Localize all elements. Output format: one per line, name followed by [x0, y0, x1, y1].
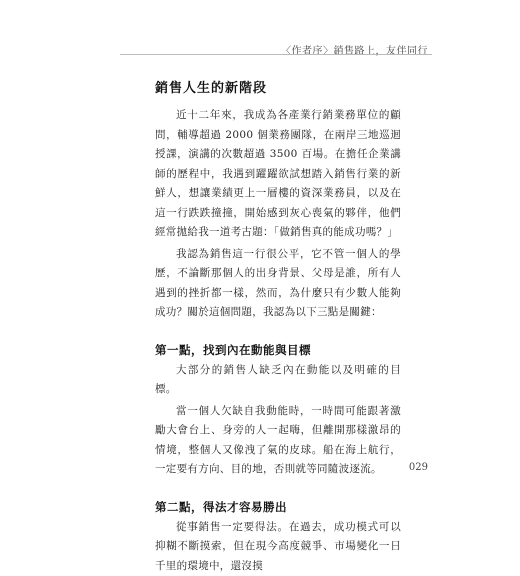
running-header: 〈作者序〉銷售路上，友伴同行 [281, 42, 428, 57]
page-number: 029 [409, 462, 428, 473]
intro-paragraph-1: 近十二年來，我成為各產業行銷業務單位的顧問，輔導超過 2000 個業務團隊，在兩岸三地巡迴授課，演講的次數超過 3500 百場。在擔任企業講師的歷程中，我遇到躍躍欲試想踏入銷售行業的新鮮人，想讓業績更上一層樓的資深業務員，以及在這一行跌跌撞撞，開始感到灰心喪氣的夥伴，他們經常拋給我一道考古題：「做銷售真的能成功嗎？」 [155, 106, 401, 243]
section1-paragraph-1: 大部分的銷售人缺乏內在動能以及明確的目標。 [155, 361, 401, 400]
intro-paragraph-2: 我認為銷售這一行很公平，它不管一個人的學歷，不論斷那個人的出身背景、父母是誰，所有人遇到的挫折都一樣，然而，為什麼只有少數人能夠成功？關於這個問題，我認為以下三點是關鍵： [155, 245, 401, 323]
header-rule [120, 54, 432, 55]
section-heading-1: 第一點，找到內在動能與目標 [155, 342, 401, 358]
section-heading-2: 第二點，得法才容易勝出 [155, 499, 401, 515]
chapter-title: 銷售人生的新階段 [155, 77, 401, 96]
section1-paragraph-2: 當一個人欠缺自我動能時，一時間可能跟著激勵大會台上、身旁的人一起嗨，但離開那樣激昂的情境，整個人又像洩了氣的皮球。船在海上航行，一定要有方向、目的地，否則就等同隨波逐流。 [155, 402, 401, 480]
section2-paragraph-1: 從事銷售一定要得法。在過去，成功模式可以抑糊不斷摸索，但在現今高度競爭、市場變化一日千里的環境中，還沒摸 [155, 518, 401, 576]
